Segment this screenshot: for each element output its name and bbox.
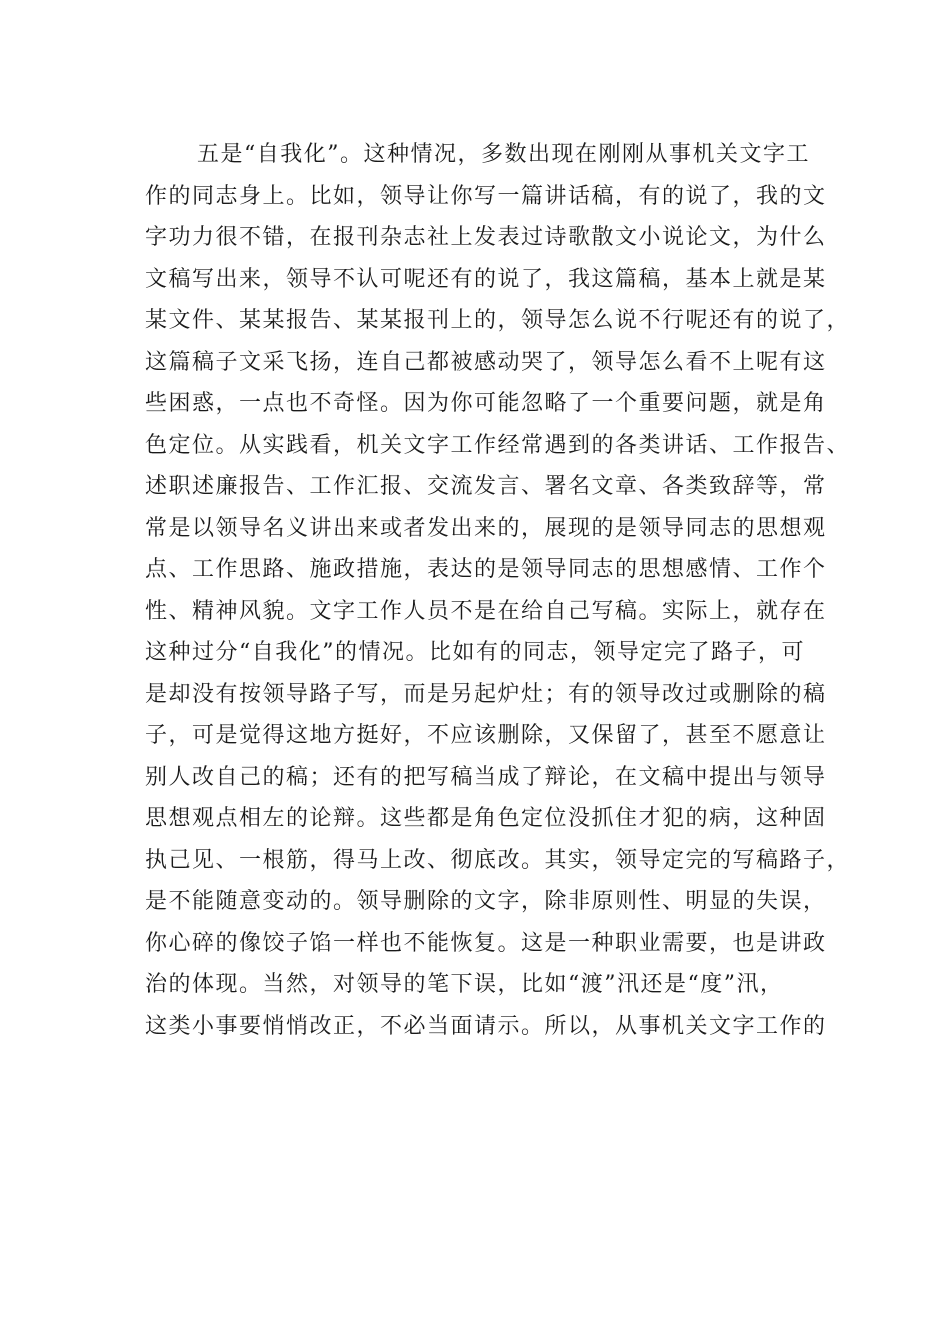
text-line-14: 是却没有按领导路子写，而是另起炉灶；有的领导改过或删除的稿 — [145, 681, 827, 707]
text-line-18: 执己见、一根筋，得马上改、彻底改。其实，领导定完的写稿路子， — [145, 847, 851, 873]
text-line-5: 某文件、某某报告、某某报刊上的，领导怎么说不行呢还有的说了， — [145, 308, 851, 333]
body-paragraph — [145, 134, 851, 1047]
text-line-20: 你心碎的像饺子馅一样也不能恢复。这是一种职业需要，也是讲政 — [145, 930, 827, 956]
text-line-17: 思想观点相左的论辩。这些都是角色定位没抓住才犯的病，这种固 — [145, 806, 827, 831]
text-line-2: 作的同志身上。比如，领导让你写一篇讲话稿，有的说了，我的文 — [145, 183, 827, 209]
text-line-16: 别人改自己的稿；还有的把写稿当成了辩论，在文稿中提出与领导 — [145, 764, 827, 790]
text-line-11: 点、工作思路、施政措施，表达的是领导同志的思想感情、工作个 — [145, 557, 827, 582]
text-line-7: 些困惑，一点也不奇怪。因为你可能忽略了一个重要问题，就是角 — [145, 391, 827, 416]
text-line-3: 字功力很不错，在报刊杂志社上发表过诗歌散文小说论文，为什么 — [145, 225, 827, 250]
text-line-21: 治的体现。当然，对领导的笔下误，比如“渡”汛还是“度”汛， — [145, 972, 784, 997]
text-line-22: 这类小事要悄悄改正，不必当面请示。所以，从事机关文字工作的 — [145, 1013, 827, 1039]
text-line-9: 述职述廉报告、工作汇报、交流发言、署名文章、各类致辞等，常 — [145, 474, 827, 499]
text-line-4: 文稿写出来，领导不认可呢还有的说了，我这篇稿，基本上就是某 — [145, 266, 827, 292]
text-line-6: 这篇稿子文采飞扬，连自己都被感动哭了，领导怎么看不上呢有这 — [145, 349, 827, 375]
text-line-15: 子，可是觉得这地方挺好，不应该删除，又保留了，甚至不愿意让 — [145, 723, 827, 748]
text-line-1: 五是“自我化”。这种情况，多数出现在刚刚从事机关文字工 — [197, 142, 810, 167]
text-line-19: 是不能随意变动的。领导删除的文字，除非原则性、明显的失误， — [145, 889, 827, 914]
text-line-13: 这种过分“自我化”的情况。比如有的同志，领导定完了路子，可 — [145, 640, 805, 665]
text-line-10: 常是以领导名义讲出来或者发出来的，展现的是领导同志的思想观 — [145, 515, 827, 541]
text-line-12: 性、精神风貌。文字工作人员不是在给自己写稿。实际上，就存在 — [145, 598, 827, 624]
text-line-8: 色定位。从实践看，机关文字工作经常遇到的各类讲话、工作报告、 — [145, 432, 851, 458]
